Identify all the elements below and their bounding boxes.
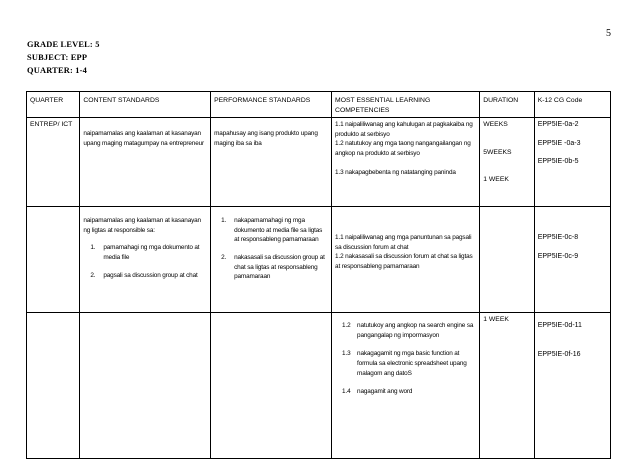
col-header-quarter: QUARTER bbox=[27, 92, 80, 118]
table-row bbox=[27, 207, 611, 313]
duration-cell bbox=[480, 207, 534, 313]
list-item-text: nakapamamahagi ng mga dokumento at media file sa ligtas at responsableng pamamaraan bbox=[234, 217, 323, 244]
list-item-text: pamamahagi ng mga dokumento at media file bbox=[103, 244, 200, 261]
subject-heading: SUBJECT: EPP bbox=[27, 53, 88, 62]
curriculum-table bbox=[26, 91, 611, 459]
list-item-number: 1. bbox=[221, 217, 227, 225]
content-standard-text: naipamamalas ang kaalaman at kasanayan ng ligtas at responsible sa: bbox=[83, 217, 201, 234]
duration-cell bbox=[480, 118, 534, 207]
list-item bbox=[83, 243, 207, 262]
content-standard-cell bbox=[80, 118, 211, 207]
quarter-heading: QUARTER: 1-4 bbox=[27, 66, 88, 75]
duration-value: 1 WEEK bbox=[483, 176, 509, 184]
cg-code: EPP5IE-0c-9 bbox=[537, 252, 579, 260]
table-header-row bbox=[27, 92, 611, 118]
grade-level-heading: GRADE LEVEL: 5 bbox=[27, 40, 100, 49]
col-header-cg-code: K-12 CG Code bbox=[534, 92, 610, 118]
content-standard-cell bbox=[80, 207, 211, 313]
list-item-number: 2. bbox=[221, 253, 227, 261]
competencies-cell bbox=[332, 207, 480, 313]
list-item bbox=[335, 349, 476, 378]
list-item bbox=[83, 271, 207, 281]
cg-code: EPP5IE -0a-3 bbox=[537, 139, 581, 147]
list-item bbox=[335, 387, 476, 397]
performance-standard-cell bbox=[211, 118, 332, 207]
cg-code: EPP5IE-0c-8 bbox=[537, 234, 579, 242]
table-row bbox=[27, 313, 611, 459]
list-item-text: natutukoy ang angkop na search engine sa pangangalap ng impormasyon bbox=[357, 322, 474, 339]
list-item-text: pagsali sa discussion group at chat bbox=[103, 271, 198, 279]
competency-item: 1.2 nakasasali sa discussion forum at chat sa ligtas at responsableng pamamaraan bbox=[335, 253, 473, 270]
list-item-number: 1.2 bbox=[342, 322, 351, 330]
cg-code: EPP5IE-0b-5 bbox=[537, 158, 579, 166]
performance-standard-cell bbox=[211, 313, 332, 459]
list-item-text: nakasasali sa discussion group at chat sa ligtas at responsableng pamamaraan bbox=[234, 253, 325, 281]
list-item bbox=[214, 253, 328, 282]
competency-item: 1.1 naipaliliwanag ang mga panuntunan sa pagsali sa discussion forum at chat bbox=[335, 234, 472, 251]
competency-item: 1.3 nakapagbebenta ng natatanging paninda bbox=[335, 168, 456, 176]
list-item-number: 2. bbox=[90, 271, 96, 279]
page-number: 5 bbox=[606, 28, 611, 39]
duration-value: 1 WEEK bbox=[483, 316, 509, 324]
list-item bbox=[335, 321, 476, 340]
col-header-duration: DURATION bbox=[480, 92, 534, 118]
quarter-cell bbox=[27, 313, 80, 459]
duration-cell bbox=[480, 313, 534, 459]
duration-value: WEEKS bbox=[483, 121, 508, 129]
list-item-text: nakagagamit ng mga basic function at formula sa electronic spreadsheet upang malagom ang datoS bbox=[357, 350, 467, 377]
cg-code-cell bbox=[534, 118, 610, 207]
competencies-cell bbox=[332, 313, 480, 459]
cg-code-cell bbox=[534, 207, 610, 313]
duration-value: 5WEEKS bbox=[483, 148, 512, 156]
list-item-text: nagagamit ang word bbox=[357, 388, 413, 396]
cg-code: EPP5IE-0f-16 bbox=[537, 350, 581, 358]
list-item-number: 1. bbox=[90, 244, 96, 252]
col-header-competencies: MOST ESSENTIAL LEARNING COMPETENCIES bbox=[332, 92, 480, 118]
performance-standard-list bbox=[214, 216, 328, 282]
competency-item: 1.2 natutukoy ang mga taong nangangailangan ng angkop na produkto at serbisyo bbox=[335, 140, 471, 157]
competency-item: 1.1 naipaliliwanag ang kahulugan at pagkakaiba ng produkto at serbisyo bbox=[335, 121, 473, 138]
cg-code: EPP5IE-0d-11 bbox=[537, 322, 582, 330]
content-standard-cell bbox=[80, 313, 211, 459]
content-standard-list bbox=[83, 243, 207, 280]
col-header-performance-standards: PERFORMANCE STANDARDS bbox=[211, 92, 332, 118]
competency-list bbox=[335, 321, 476, 397]
quarter-cell: ENTREP/ ICT bbox=[27, 118, 80, 207]
performance-standard-cell bbox=[211, 207, 332, 313]
competencies-cell bbox=[332, 118, 480, 207]
table-row bbox=[27, 118, 611, 207]
performance-standard-text: mapahusay ang isang produkto upang maging iba sa iba bbox=[214, 130, 318, 147]
col-header-content-standards: CONTENT STANDARDS bbox=[80, 92, 211, 118]
list-item-number: 1.3 bbox=[342, 350, 351, 358]
cg-code: EPP5IE-0a-2 bbox=[537, 121, 579, 129]
cg-code-cell bbox=[534, 313, 610, 459]
content-standard-text: naipamamalas ang kaalaman at kasanayan upang maging matagumpay na entrepreneur bbox=[83, 130, 205, 147]
list-item bbox=[214, 216, 328, 245]
list-item-number: 1.4 bbox=[342, 388, 351, 396]
quarter-cell bbox=[27, 207, 80, 313]
